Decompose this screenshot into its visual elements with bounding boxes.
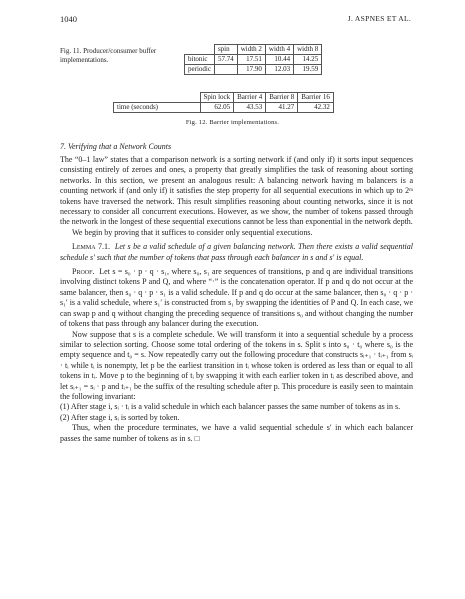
row-label: periodic bbox=[185, 65, 215, 75]
column-header: Barrier 4 bbox=[234, 93, 266, 103]
running-head: J. ASPNES ET AL. bbox=[347, 14, 411, 23]
figure-11-table bbox=[184, 44, 322, 75]
lemma-label: Lemma 7.1. bbox=[72, 242, 110, 252]
table-cell: 14.25 bbox=[294, 55, 322, 65]
table-corner-cell bbox=[114, 93, 201, 103]
figure-12-caption: Fig. 12. Barrier implementations. bbox=[185, 119, 280, 126]
column-header: Barrier 16 bbox=[298, 93, 334, 103]
table-cell: 43.53 bbox=[234, 103, 266, 113]
column-header: Spin lock bbox=[200, 93, 234, 103]
table-row bbox=[114, 103, 334, 113]
row-label: bitonic bbox=[185, 55, 215, 65]
table-header-row bbox=[114, 93, 334, 103]
column-header: spin bbox=[214, 45, 237, 55]
body-text bbox=[60, 155, 413, 444]
column-header: width 2 bbox=[237, 45, 265, 55]
table-cell: 10.44 bbox=[265, 55, 293, 65]
list-item: (2) After stage i, sᵢ is sorted by token. bbox=[60, 412, 180, 422]
figure-11-caption: Fig. 11. Producer/consumer buffer implementations. bbox=[60, 47, 157, 64]
table-cell: 12.03 bbox=[265, 65, 293, 75]
table-cell: 41.27 bbox=[266, 103, 298, 113]
figure-12-table bbox=[113, 92, 334, 113]
table-row bbox=[185, 55, 322, 65]
table-header-row bbox=[185, 45, 322, 55]
table-cell: 17.90 bbox=[237, 65, 265, 75]
list-item: (1) After stage i, sᵢ · tᵢ is a valid schedule in which each balancer passes the same number of tokens as in s. bbox=[60, 402, 401, 412]
page-number: 1040 bbox=[60, 14, 77, 24]
proof-label: Proof. bbox=[72, 267, 95, 277]
row-label: time (seconds) bbox=[114, 103, 201, 113]
lemma-text: Let s be a valid schedule of a given balancing network. Then there exists a valid sequential schedule s′ such that the number of tokens that pass through each balancer in s and s′ is equal. bbox=[60, 242, 413, 262]
section-heading: 7. Verifying that a Network Counts bbox=[60, 142, 172, 151]
table-cell: 57.74 bbox=[214, 55, 237, 65]
lemma bbox=[60, 242, 413, 263]
paragraph: Thus, when the procedure terminates, we have a valid sequential schedule s′ in which each balancer passes the same number of tokens as in s. □ bbox=[60, 423, 413, 443]
proof bbox=[60, 267, 413, 329]
column-header: width 8 bbox=[294, 45, 322, 55]
table-cell: 19.59 bbox=[294, 65, 322, 75]
table-corner-cell bbox=[185, 45, 215, 55]
table-row bbox=[185, 65, 322, 75]
table-cell: 42.32 bbox=[298, 103, 334, 113]
table-cell: 62.05 bbox=[200, 103, 234, 113]
paragraph: Now suppose that s is a complete schedule. We will transform it into a sequential schedule by a process similar to selection sorting. Choose some total ordering of the tokens in s. Split s into s₀ · t₀ where s₀ is the empty sequence and t₀ = s. Now repeatedly carry out the following procedure that constructs sᵢ₊₁ · tᵢ₊₁ from sᵢ · tᵢ while tᵢ is nonempty, let p be the earliest transition in tᵢ whose token is ordered as less than or equal to all tokens in tᵢ. Move p to the beginning of tᵢ by swapping it with each earlier token in tᵢ as described above, and let sᵢ₊₁ = sᵢ · p and tᵢ₊₁ be the suffix of the resulting schedule after p. This procedure is easily seen to maintain the following invariant: bbox=[60, 329, 413, 401]
table-cell bbox=[214, 65, 237, 75]
paragraph: The “0–1 law” states that a comparison network is a sorting network if (and only if) it sorts input sequences consisting entirely of zeroes and ones, a property that greatly simplifies the task of reasoning about sorting networks. In this section, we present an analogous result: A balancing network having m balancers is a counting network if (and only if) it satisfies the step property for all sequential executions in which up to 2ᵐ tokens have traversed the network. This result simplifies reasoning about counting networks, since it is not necessary to consider all concurrent executions. However, as we show, the number of tokens passed through the network in the longest of these sequential executions cannot be less than exponential in the network depth. bbox=[60, 155, 413, 227]
column-header: Barrier 8 bbox=[266, 93, 298, 103]
proof-text: Let s = s₀ · p · q · s₁, where s₀, s₁ are sequences of transitions, p and q are individual transitions involving distinct tokens P and Q, and where “·” is the concatenation operator. If p and q do not occur at the same balancer, then s₀ · q · p · s₁ is a valid schedule. If p and q do occur at the same balancer, then s₀ · q · p · s₁′ is a valid schedule, where s₁′ is constructed from s₁ by swapping the identities of P and Q. In each case, we can swap p and q without changing the preceding sequence of transitions s₀ and without changing the number of tokens that pass through any balancer during the execution. bbox=[60, 267, 414, 329]
column-header: width 4 bbox=[265, 45, 293, 55]
table-cell: 17.51 bbox=[237, 55, 265, 65]
paragraph: We begin by proving that it suffices to consider only sequential executions. bbox=[72, 227, 313, 237]
